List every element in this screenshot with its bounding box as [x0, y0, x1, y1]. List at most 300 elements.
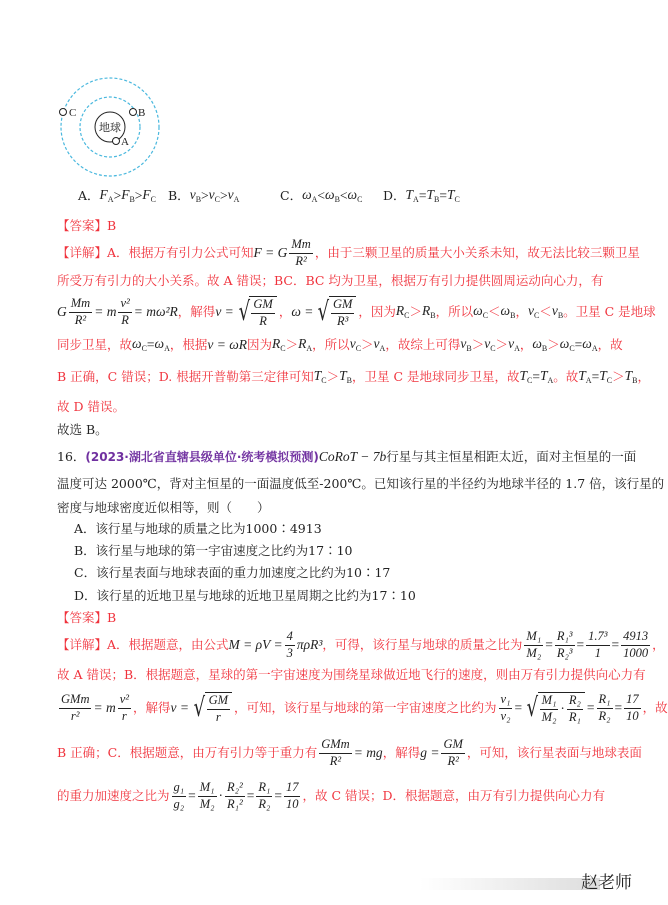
text-run: A．该行星与地球的质量之比为1000∶4913 — [74, 520, 322, 536]
text-run: ＞ — [326, 368, 340, 384]
fraction — [597, 693, 613, 724]
symbol-subscript: A — [379, 344, 386, 353]
symbol-base: v — [484, 336, 491, 351]
symbol-base: T — [446, 187, 455, 202]
math-symbol — [578, 369, 591, 385]
radical-sign: √ — [317, 297, 330, 327]
text-run: ，因为 — [358, 303, 396, 319]
symbol-subscript: C — [357, 195, 363, 204]
symbol-subscript: C — [490, 344, 496, 353]
numerator: Mm — [289, 238, 312, 254]
numerator: GMm — [319, 738, 351, 754]
text-run: ＞ — [612, 368, 625, 384]
numerator: 4 — [285, 630, 295, 646]
symbol-subscript: B — [430, 311, 436, 320]
text-run: ， — [278, 303, 292, 319]
math-symbol — [422, 304, 436, 320]
math-expression: CoRoT − 7b — [318, 449, 387, 465]
math-symbol — [540, 369, 553, 385]
earth-label: 地球 — [99, 121, 121, 134]
satellite-c — [60, 109, 67, 116]
symbol-subscript: A — [514, 344, 520, 353]
math-expression: = mg — [353, 745, 383, 761]
square-root — [236, 296, 277, 329]
math-expression: M = ρV = — [228, 637, 283, 653]
math-symbol — [582, 337, 597, 353]
numerator: M₁ — [540, 694, 559, 710]
math-symbol — [599, 369, 612, 385]
text-run: ，故 C 错误；D．根据题意，由万有引力提供向心力有 — [302, 787, 606, 803]
math-expression: G — [57, 304, 67, 320]
symbol-subscript: C — [606, 376, 613, 385]
math-operator: = — [586, 700, 595, 716]
text-run: ，根据 — [169, 336, 208, 352]
symbol-base: v — [508, 336, 515, 351]
text-run: C． — [280, 187, 303, 203]
math-expression: = m — [94, 304, 117, 320]
symbol-base: R — [298, 336, 307, 351]
math-symbol — [339, 369, 352, 385]
symbol-subscript: A — [413, 195, 419, 204]
numerator: R₂ — [567, 694, 583, 710]
text-run: ＞ — [495, 336, 509, 352]
numerator: GM — [207, 694, 230, 710]
text-run: 【答案】B — [57, 609, 117, 625]
math-symbol — [228, 188, 240, 204]
denominator: R³ — [336, 313, 349, 328]
numerator: 17 — [284, 781, 301, 797]
math-operator: > — [134, 188, 143, 204]
numerator: R₁ — [256, 781, 272, 797]
symbol-subscript: B — [541, 344, 548, 353]
denominator: 10 — [626, 708, 639, 723]
math-operator: > — [201, 188, 209, 204]
math-operator: = — [532, 369, 540, 385]
math-operator: = — [514, 700, 523, 716]
text-run: D．该行星的近地卫星与地球的近地卫星周期之比约为17∶10 — [74, 587, 416, 603]
symbol-subscript: B — [346, 376, 352, 385]
math-symbol — [302, 188, 317, 204]
text-run: A． — [78, 187, 100, 203]
math-expression: v = — [215, 304, 234, 320]
fraction — [586, 630, 609, 661]
symbol-base: ω — [582, 336, 592, 351]
numerator: GM — [441, 738, 464, 754]
fraction — [118, 297, 131, 328]
symbol-base: v — [189, 187, 196, 202]
math-operator: = — [574, 337, 583, 353]
text-run: B． — [168, 187, 190, 203]
math-expression: F = G — [253, 245, 288, 261]
symbol-base: v — [227, 187, 234, 202]
math-symbol — [532, 337, 547, 353]
radicand — [538, 692, 585, 725]
symbol-subscript: A — [107, 195, 114, 204]
denominator: v₂ — [500, 708, 511, 723]
symbol-base: T — [578, 368, 586, 383]
symbol-base: ω — [347, 187, 358, 202]
denominator: R — [121, 312, 129, 327]
symbol-subscript: C — [404, 311, 410, 320]
math-symbol — [406, 188, 419, 204]
symbol-base: ω — [559, 336, 570, 351]
numerator: M₁ — [524, 630, 543, 646]
denominator: 1 — [594, 645, 601, 660]
fraction — [499, 693, 513, 724]
text-run: 故 A 错误；B．根据题意，星球的第一宇宙速度为围绕星球做近地飞行的速度，则由万有引力提供向心力有 — [57, 666, 646, 682]
denominator: R² — [447, 753, 459, 768]
denominator: r — [215, 709, 221, 724]
math-symbol — [298, 337, 312, 353]
symbol-base: F — [142, 187, 151, 202]
math-operator: = — [614, 700, 623, 716]
text-run: 【详解】A．根据万有引力公式可知 — [57, 244, 254, 260]
symbol-base: T — [599, 368, 607, 383]
text-run: 故 D 错误。 — [57, 398, 125, 414]
math-symbol — [374, 337, 386, 353]
symbol-base: ω — [473, 303, 483, 318]
symbol-subscript: C — [454, 195, 460, 204]
math-symbol — [552, 304, 563, 320]
math-operator: = — [439, 188, 447, 204]
symbol-subscript: C — [280, 344, 286, 353]
math-operator: = — [418, 188, 427, 204]
radical-sign: √ — [193, 693, 206, 723]
fraction — [285, 630, 295, 661]
math-symbol — [350, 337, 361, 353]
symbol-base: v — [373, 336, 380, 351]
radicand — [205, 692, 232, 725]
symbol-base: T — [426, 187, 434, 202]
text-run: ，所以 — [312, 336, 350, 352]
math-symbol — [325, 188, 340, 204]
symbol-subscript: C — [569, 344, 575, 353]
text-run: 【答案】B — [57, 217, 117, 233]
symbol-subscript: B — [510, 311, 516, 320]
math-expression: g = — [420, 745, 440, 761]
math-operator: > — [113, 188, 122, 204]
text-run: 密度与地球密度近似相等，则（ ） — [57, 499, 270, 515]
denominator: 3 — [286, 645, 293, 660]
symbol-base: v — [349, 336, 356, 351]
math-symbol — [501, 304, 516, 320]
text-run: 的重力加速度之比为 — [57, 787, 170, 803]
denominator: R₂ — [258, 796, 271, 811]
symbol-subscript: B — [433, 195, 440, 204]
denominator: R₂ — [598, 708, 611, 723]
text-run: ， — [637, 368, 650, 384]
fraction — [256, 781, 272, 812]
symbol-subscript: B — [632, 376, 638, 385]
fraction — [198, 781, 217, 812]
numerator: GM — [331, 298, 354, 314]
denominator: R₁² — [227, 796, 243, 811]
symbol-base: ω — [500, 303, 511, 318]
math-symbol — [473, 304, 488, 320]
math-operator: > — [220, 188, 228, 204]
symbol-subscript: A — [311, 195, 318, 204]
math-expression: πρR³ — [296, 637, 323, 653]
symbol-subscript: A — [164, 344, 170, 353]
text-run: ＞ — [409, 303, 423, 319]
math-symbol — [447, 188, 460, 204]
numerator: GM — [251, 298, 274, 314]
text-run: ，卫星 C 是地球同步卫星，故 — [351, 368, 520, 384]
math-symbol — [209, 188, 220, 204]
denominator: M₂ — [541, 709, 557, 724]
symbol-subscript: B — [129, 195, 135, 204]
symbol-subscript: C — [141, 344, 147, 353]
math-symbol — [142, 188, 156, 204]
denominator: R² — [329, 753, 342, 768]
numerator: 4913 — [621, 630, 650, 646]
text-run: B．该行星与地球的第一宇宙速度之比约为17∶10 — [74, 542, 353, 558]
symbol-subscript: C — [321, 376, 327, 385]
symbol-subscript: A — [306, 344, 313, 353]
math-expression: ω = — [291, 304, 314, 320]
math-symbol — [100, 188, 114, 204]
text-run: ＜ — [539, 303, 552, 319]
math-symbol — [396, 304, 410, 320]
math-symbol — [625, 369, 638, 385]
symbol-base: R — [272, 336, 281, 351]
symbol-subscript: C — [482, 311, 489, 320]
text-run: ＜ — [488, 303, 501, 319]
text-run: ，解得 — [382, 744, 421, 760]
numerator: R₁ — [597, 693, 613, 709]
watermark-fade — [420, 878, 600, 890]
denominator: R₂³ — [556, 645, 573, 660]
text-run: 同步卫星，故 — [57, 336, 133, 352]
fraction — [319, 738, 351, 769]
square-root — [524, 692, 585, 725]
denominator: M₂ — [526, 645, 542, 660]
math-operator: = — [246, 788, 255, 804]
radical-sign: √ — [526, 693, 539, 723]
math-operator: = — [576, 637, 585, 653]
text-run: ，故 — [597, 336, 623, 352]
symbol-base: R — [395, 303, 405, 318]
radicand — [329, 296, 356, 329]
satellite-c-label: C — [69, 107, 77, 119]
math-symbol — [121, 188, 135, 204]
symbol-base: ω — [325, 187, 335, 202]
symbol-base: R — [422, 303, 431, 318]
math-expression: = mω²R — [133, 304, 178, 320]
symbol-base: T — [405, 187, 414, 202]
math-symbol — [484, 337, 495, 353]
math-symbol — [132, 337, 147, 353]
symbol-subscript: A — [547, 376, 554, 385]
denominator: r² — [70, 708, 80, 723]
fraction — [284, 781, 301, 812]
square-root — [191, 692, 232, 725]
fraction — [225, 781, 245, 812]
math-symbol — [272, 337, 286, 353]
symbol-base: T — [624, 368, 633, 383]
text-run: 16． — [57, 448, 86, 464]
text-run: ＞ — [285, 336, 299, 352]
symbol-subscript: A — [591, 344, 598, 353]
math-operator: = — [591, 369, 600, 385]
math-operator: = — [146, 337, 155, 353]
symbol-subscript: A — [233, 195, 240, 204]
math-expression: = m — [93, 700, 116, 716]
text-run: ， — [519, 336, 533, 352]
text-run: ，故综上可得 — [385, 336, 461, 352]
text-run: B 正确；C．根据题意，由万有引力等于重力有 — [57, 744, 318, 760]
math-symbol — [155, 337, 170, 353]
math-symbol — [460, 337, 471, 353]
text-run: 。卫星 C 是地球 — [563, 303, 656, 319]
fraction — [331, 298, 354, 329]
math-operator: = — [188, 788, 196, 804]
denominator: R² — [295, 253, 307, 268]
fraction — [289, 238, 312, 269]
fraction — [118, 693, 131, 724]
numerator: v₁ — [499, 693, 513, 709]
symbol-base: v — [551, 303, 558, 318]
math-operator: · — [218, 788, 224, 804]
satellite-b-label: B — [138, 107, 146, 119]
radicand — [249, 296, 276, 329]
denominator: R — [259, 313, 267, 328]
symbol-subscript: B — [195, 195, 202, 204]
symbol-base: T — [519, 368, 527, 383]
text-run: ，解得 — [177, 303, 216, 319]
question-source: (2023·湖北省直辖县级单位·统考模拟预测) — [85, 450, 319, 464]
symbol-base: v — [208, 187, 215, 202]
symbol-subscript: B — [557, 311, 564, 320]
text-run: ， — [515, 303, 528, 319]
symbol-base: ω — [302, 187, 312, 202]
math-symbol — [560, 337, 575, 353]
fraction — [441, 738, 464, 769]
symbol-subscript: C — [355, 344, 362, 353]
fraction — [524, 630, 543, 661]
text-run: 【详解】A．根据题意，由公式 — [57, 636, 229, 652]
text-run: ，可知，该行星表面与地球表面 — [466, 744, 642, 760]
symbol-base: T — [313, 368, 322, 383]
satellite-b — [130, 109, 137, 116]
symbol-subscript: B — [334, 195, 340, 204]
symbol-base: F — [99, 187, 108, 202]
symbol-base: v — [527, 303, 534, 318]
numerator: 1.7³ — [586, 630, 609, 646]
text-run: ， — [652, 636, 665, 652]
math-expression: v = ωR — [207, 337, 248, 353]
symbol-subscript: B — [466, 344, 472, 353]
symbol-base: T — [339, 368, 347, 383]
text-run: ，可知，该行星与地球的第一宇宙速度之比约为 — [234, 699, 497, 715]
symbol-base: T — [539, 368, 548, 383]
math-expression: v = — [170, 700, 189, 716]
math-operator: < — [339, 188, 348, 204]
text-run: 。故 — [553, 368, 579, 384]
text-run: 行星与其主恒星相距太近，面对主恒星的一面 — [386, 448, 637, 464]
denominator: 10 — [285, 796, 299, 811]
math-operator: = — [545, 637, 553, 653]
numerator: v² — [118, 297, 131, 313]
numerator: 17 — [624, 693, 641, 709]
denominator: g₂ — [173, 796, 185, 811]
math-symbol — [348, 188, 363, 204]
text-run: C．该行星表面与地球表面的重力加速度之比约为10∶17 — [74, 564, 391, 580]
symbol-base: v — [460, 336, 467, 351]
math-operator: = — [274, 788, 282, 804]
symbol-base: ω — [154, 336, 165, 351]
fraction — [540, 694, 559, 725]
math-operator: = — [611, 637, 620, 653]
symbol-subscript: C — [150, 195, 156, 204]
text-run: ，解得 — [133, 699, 171, 715]
text-run: ，由于三颗卫星的质量大小关系未知，故无法比较三颗卫星 — [314, 244, 640, 260]
math-symbol — [314, 369, 327, 385]
denominator: 1000 — [623, 645, 649, 660]
text-run: ，故 — [642, 699, 668, 715]
fraction — [251, 298, 274, 329]
fraction — [621, 630, 650, 661]
symbol-base: ω — [532, 336, 542, 351]
numerator: R₁³ — [555, 630, 575, 646]
radical-sign: √ — [238, 297, 250, 327]
watermark: 赵老师 — [581, 873, 632, 893]
math-symbol — [426, 188, 439, 204]
text-run: 所受万有引力的大小关系。故 A 错误；BC．BC 均为卫星，根据万有引力提供圆周运动向心力，有 — [57, 272, 604, 288]
math-operator: < — [317, 188, 326, 204]
text-run: B 正确，C 错误；D. 根据开普勒第三定律可知 — [57, 368, 314, 384]
denominator: R₁ — [568, 709, 581, 724]
text-run: ，所以 — [435, 303, 474, 319]
satellite-a-label: A — [121, 136, 129, 148]
text-run: D． — [383, 187, 406, 203]
symbol-subscript: C — [527, 376, 533, 385]
numerator: Mm — [69, 297, 92, 313]
fraction — [69, 297, 92, 328]
text-run: ，可得，该行星与地球的质量之比为 — [322, 636, 523, 652]
fraction — [207, 694, 230, 725]
text-run: ＞ — [361, 336, 374, 352]
symbol-subscript: A — [585, 376, 592, 385]
fraction — [555, 630, 575, 661]
symbol-base: F — [121, 187, 130, 202]
text-run: 故选 B。 — [57, 421, 108, 437]
math-operator: · — [560, 701, 565, 717]
math-symbol — [528, 304, 539, 320]
text-run: 温度可达 2000℃，背对主恒星的一面温度低至-200℃。已知该行星的半径约为地球半径的 1.7 倍，该行星的 — [57, 475, 665, 491]
numerator: g₁ — [172, 781, 187, 797]
fraction — [624, 693, 641, 724]
denominator: r — [121, 708, 127, 723]
numerator: M₁ — [198, 781, 217, 797]
fraction — [59, 693, 91, 724]
text-run: ＞ — [547, 336, 560, 352]
math-symbol — [508, 337, 520, 353]
fraction — [567, 694, 583, 725]
symbol-base: ω — [132, 336, 142, 351]
math-symbol — [190, 188, 201, 204]
text-run: 因为 — [247, 336, 273, 352]
text-run: ＞ — [471, 336, 485, 352]
satellite-a — [113, 138, 120, 145]
denominator: M₂ — [199, 796, 215, 811]
fraction — [172, 781, 187, 812]
denominator: R² — [74, 312, 87, 327]
square-root — [315, 296, 356, 329]
symbol-subscript: C — [214, 195, 220, 204]
numerator: GMm — [59, 693, 91, 709]
symbol-subscript: C — [533, 311, 540, 320]
